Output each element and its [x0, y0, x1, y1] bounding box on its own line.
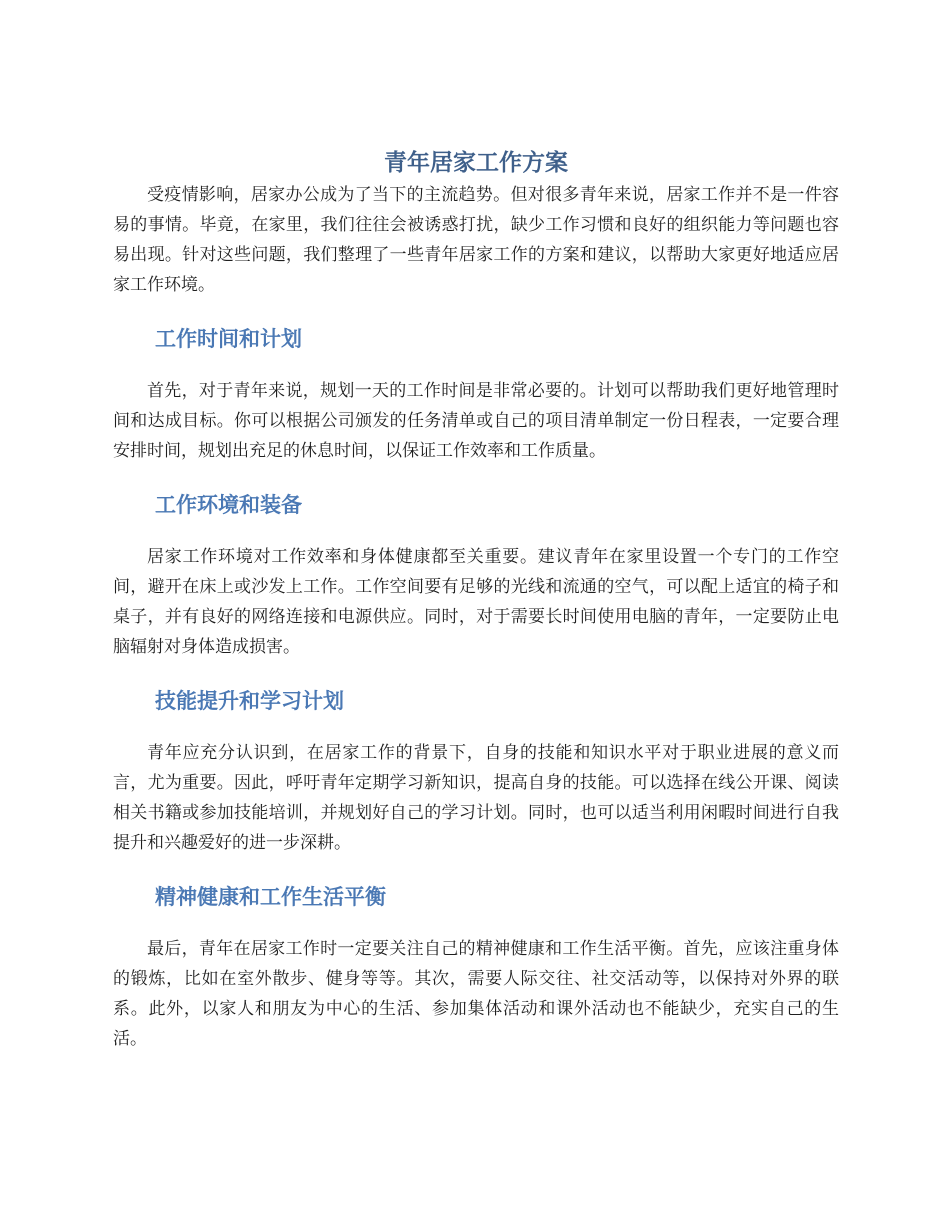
section-work-time-plan	[113, 322, 839, 466]
section-paragraph: 青年应充分认识到，在居家工作的背景下，自身的技能和知识水平对于职业进展的意义而言，尤为重要。因此，呼吁青年定期学习新知识，提高自身的技能。可以选择在线公开课、阅读相关书籍或参加技能培训，并规划好自己的学习计划。同时，也可以适当利用闲暇时间进行自我提升和兴趣爱好的进一步深耕。	[113, 743, 839, 853]
document-title: 青年居家工作方案	[384, 150, 568, 176]
section-heading: 技能提升和学习计划	[155, 689, 344, 713]
section-paragraph: 居家工作环境对工作效率和身体健康都至关重要。建议青年在家里设置一个专门的工作空间，避开在床上或沙发上工作。工作空间要有足够的光线和流通的空气，可以配上适宜的椅子和桌子，并有良好的网络连接和电源供应。同时，对于需要长时间使用电脑的青年，一定要防止电脑辐射对身体造成损害。	[113, 547, 839, 657]
section-mental-health-balance	[113, 880, 839, 1054]
section-work-environment	[113, 488, 839, 662]
section-paragraph: 首先，对于青年来说，规划一天的工作时间是非常必要的。计划可以帮助我们更好地管理时间和达成目标。你可以根据公司颁发的任务清单或自己的项目清单制定一份日程表，一定要合理安排时间，规划出充足的休息时间，以保证工作效率和工作质量。	[113, 381, 839, 461]
section-heading: 工作环境和装备	[155, 493, 302, 517]
section-skill-learning	[113, 684, 839, 858]
section-heading: 精神健康和工作生活平衡	[155, 885, 386, 909]
section-paragraph: 最后，青年在居家工作时一定要关注自己的精神健康和工作生活平衡。首先，应该注重身体的锻炼，比如在室外散步、健身等等。其次，需要人际交往、社交活动等，以保持对外界的联系。此外，以家人和朋友为中心的生活、参加集体活动和课外活动也不能缺少，充实自己的生活。	[113, 939, 839, 1049]
section-heading: 工作时间和计划	[155, 327, 302, 351]
intro-paragraph: 受疫情影响，居家办公成为了当下的主流趋势。但对很多青年来说，居家工作并不是一件容易的事情。毕竟，在家里，我们往往会被诱惑打扰，缺少工作习惯和良好的组织能力等问题也容易出现。针对这些问题，我们整理了一些青年居家工作的方案和建议，以帮助大家更好地适应居家工作环境。	[113, 185, 839, 295]
document-content	[113, 146, 839, 1054]
